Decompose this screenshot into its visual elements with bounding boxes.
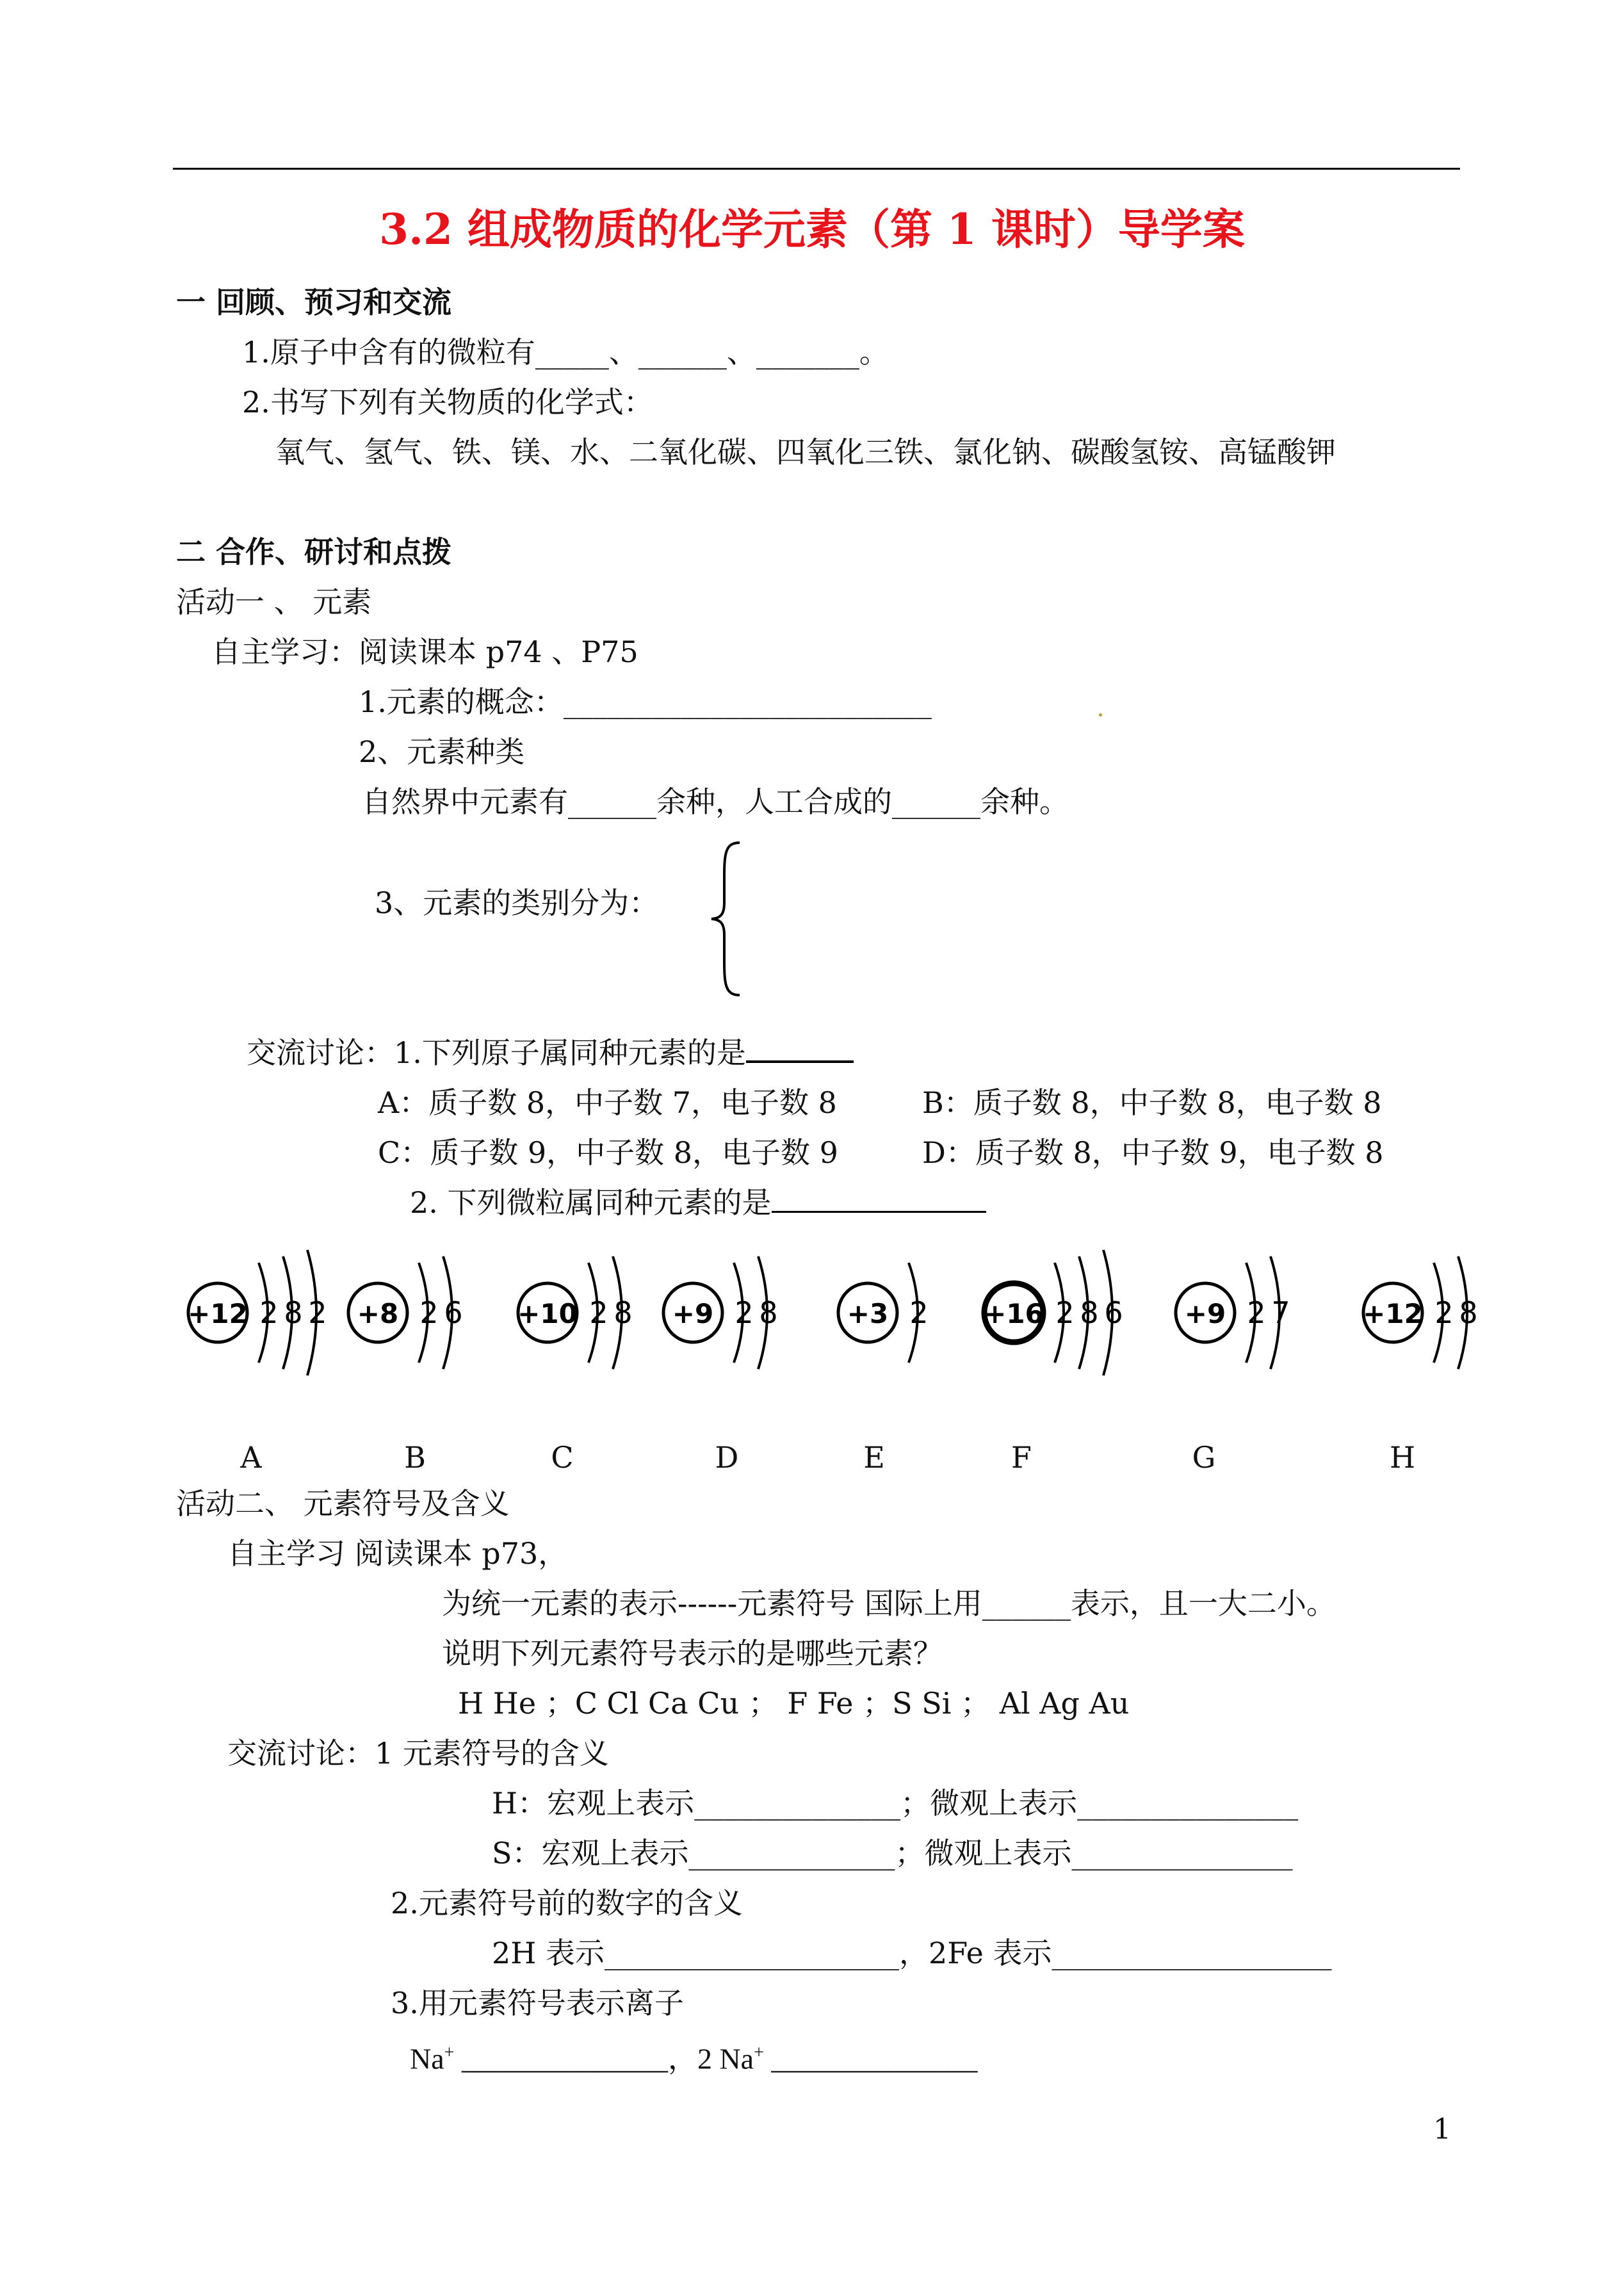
section1-heading: 一 回顾、预习和交流 [176,285,452,320]
nucleus-charge: +12 [1363,1298,1423,1329]
atom-diagram-b [348,1256,463,1369]
atom-label-b: B [404,1440,426,1475]
atom-label-d: D [715,1440,739,1475]
atom-label-g: G [1192,1440,1216,1475]
element-types: 2、元素种类 [359,734,525,769]
section2-heading: 二 合作、研讨和点拨 [176,535,452,569]
activity2-title: 活动二、 元素符号及含义 [176,1486,510,1521]
atom-diagram-f [984,1250,1123,1375]
stray-dot [1099,713,1102,717]
shell-electron-count: 2 [259,1295,279,1330]
discussion-q1-label: 交流讨论：1.下列原子属同种元素的是 [247,1035,746,1070]
page-number: 1 [1433,2113,1451,2146]
element-count-line: 自然界中元素有______余种，人工合成的______余种。 [362,784,1069,819]
nucleus-charge: +8 [357,1298,399,1329]
shell-electron-count: 2 [1247,1295,1266,1330]
section1-q2: 2.书写下列有关物质的化学式： [242,385,653,419]
atom-label-e: E [863,1440,885,1475]
atom-structure-diagrams [0,1236,1624,1402]
option-c: C：质子数 9，中子数 8，电子数 9 [378,1135,838,1170]
ion-na-charge: + [444,2043,455,2063]
symbol-intro: 为统一元素的表示------元素符号 国际上用______表示，且一大二小。 [442,1586,1336,1621]
option-d: D：质子数 8，中子数 9，电子数 8 [922,1135,1384,1170]
shell-electron-count: 2 [1434,1295,1454,1330]
shell-electron-count: 6 [444,1295,463,1330]
page-title: 3.2 组成物质的化学元素（第 1 课时）导学案 [379,204,1245,254]
element-concept: 1.元素的概念：_________________________ [359,685,932,719]
ion-2na: 2 Na [697,2042,754,2075]
atom-diagram-c [517,1256,632,1369]
coefficient-heading: 2.元素符号前的数字的含义 [391,1886,743,1920]
shell-electron-count: 2 [419,1295,439,1330]
atom-label-f: F [1011,1440,1032,1475]
symbol-list: H He ；C Cl Ca Cu ； F Fe ；S Si ； Al Ag Au [458,1686,1130,1721]
shell-electron-count: 2 [1055,1295,1075,1330]
atom-diagram-e [838,1263,929,1363]
atom-diagram-a [188,1250,327,1375]
ion-na: Na [410,2042,444,2075]
ion-na-blank: ______________， [454,2042,697,2075]
shell-electron-count: 2 [308,1295,327,1330]
curly-brace-icon [708,839,746,999]
element-category: 3、元素的类别分为： [375,886,659,920]
ion-2na-charge: + [754,2043,764,2063]
activity2-self-study: 自主学习 阅读课本 p73， [227,1536,568,1571]
atom-label-h: H [1389,1440,1416,1475]
shell-electron-count: 8 [1080,1295,1099,1330]
nucleus-charge: +12 [188,1298,248,1329]
shell-electron-count: 8 [759,1295,778,1330]
shell-electron-count: 7 [1271,1295,1290,1330]
atom-label-c: C [551,1440,574,1475]
top-rule [173,168,1460,170]
shell-electron-count: 2 [589,1295,608,1330]
activity1-title: 活动一 、 元素 [176,585,372,619]
option-a: A：质子数 8，中子数 7，电子数 8 [378,1085,837,1120]
activity1-self-study: 自主学习：阅读课本 p74 、P75 [211,635,638,669]
ion-heading: 3.用元素符号表示离子 [391,1986,684,2020]
shell-electron-count: 2 [909,1295,929,1330]
symbol-question: 说明下列元素符号表示的是哪些元素？ [442,1636,943,1671]
atom-label-a: A [240,1440,262,1475]
h-meaning-line: H：宏观上表示______________；微观上表示_______________ [492,1786,1299,1821]
discussion-q2-label: 2. 下列微粒属同种元素的是 [410,1185,772,1220]
option-b: B：质子数 8，中子数 8，电子数 8 [922,1085,1382,1120]
s-meaning-line: S：宏观上表示______________；微观上表示_______________ [492,1836,1293,1870]
answer-blank [746,1035,854,1063]
ion-2na-blank: ______________ [763,2042,978,2075]
shell-electron-count: 8 [613,1295,633,1330]
substance-list: 氧气、氢气、铁、镁、水、二氧化碳、四氧化三铁、氯化钠、碳酸氢铵、高锰酸钾 [275,435,1336,469]
nucleus-charge: +9 [1184,1298,1226,1329]
atom-diagram-d [663,1256,778,1369]
symbol-meaning-heading: 交流讨论：1 元素符号的含义 [227,1736,609,1771]
shell-electron-count: 6 [1104,1295,1123,1330]
ion-line [410,2035,977,2077]
nucleus-charge: +10 [517,1298,578,1329]
nucleus-charge: +3 [847,1298,889,1329]
discussion-q2 [410,1185,986,1220]
nucleus-charge: +16 [984,1298,1044,1329]
answer-blank [772,1185,986,1213]
atom-diagram-g [1176,1256,1290,1369]
shell-electron-count: 8 [1459,1295,1478,1330]
coefficient-line: 2H 表示____________________，2Fe 表示___________________ [492,1936,1332,1970]
discussion-q1 [247,1035,854,1071]
shell-electron-count: 2 [735,1295,754,1330]
shell-electron-count: 8 [284,1295,303,1330]
section1-q1: 1.原子中含有的微粒有_____、______、_______。 [242,335,889,369]
nucleus-charge: +9 [672,1298,714,1329]
atom-diagram-h [1363,1256,1477,1369]
